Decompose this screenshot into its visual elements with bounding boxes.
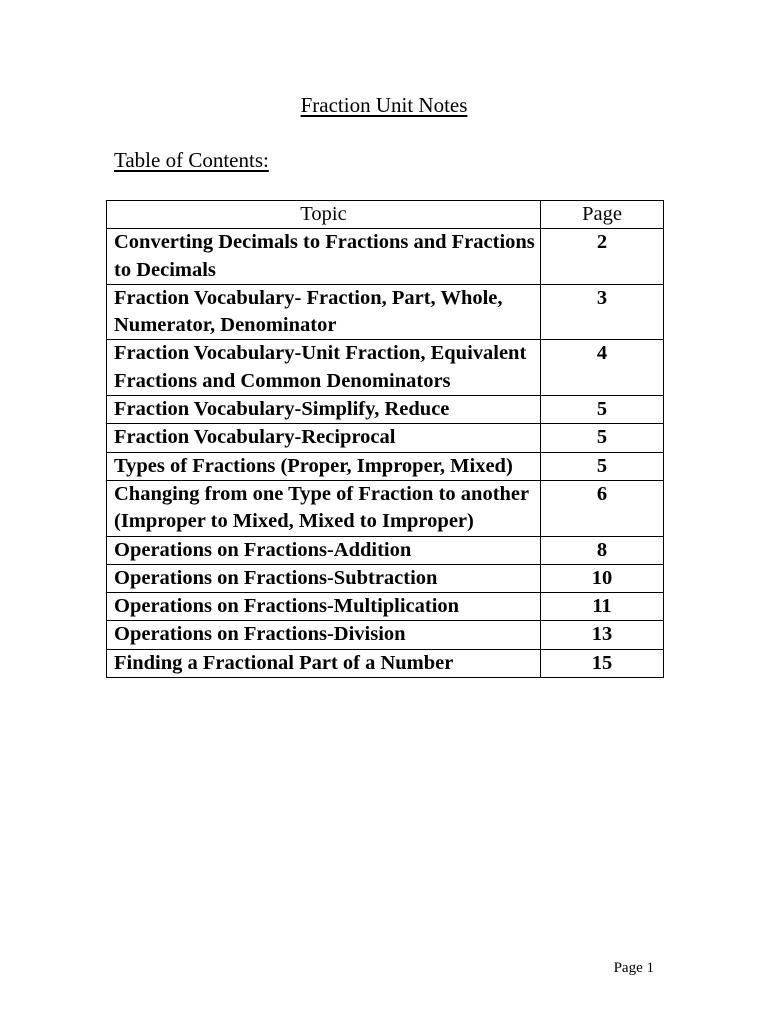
toc-heading: Table of Contents: — [114, 148, 269, 172]
table-row — [107, 452, 664, 480]
page-cell: 8 — [541, 536, 664, 564]
page-cell: 15 — [541, 649, 664, 677]
topic-cell: Fraction Vocabulary-Unit Fraction, Equivalent Fractions and Common Denominators — [107, 340, 541, 396]
table-row — [107, 284, 664, 340]
table-row — [107, 593, 664, 621]
page-number-footer: Page 1 — [613, 960, 654, 976]
page-cell: 2 — [541, 229, 664, 285]
topic-cell: Fraction Vocabulary- Fraction, Part, Whole, Numerator, Denominator — [107, 284, 541, 340]
page-cell: 4 — [541, 340, 664, 396]
topic-cell: Operations on Fractions-Multiplication — [107, 593, 541, 621]
topic-cell: Types of Fractions (Proper, Improper, Mixed) — [107, 452, 541, 480]
table-row — [107, 229, 664, 285]
page-title-text: Fraction Unit Notes — [300, 93, 468, 117]
topic-cell: Operations on Fractions-Subtraction — [107, 564, 541, 592]
table-row — [107, 621, 664, 649]
page-cell: 5 — [541, 396, 664, 424]
table-row — [107, 564, 664, 592]
toc-table — [106, 200, 664, 678]
topic-column-header: Topic — [107, 201, 541, 229]
page-cell: 13 — [541, 621, 664, 649]
page-title — [0, 91, 768, 119]
page-cell: 5 — [541, 424, 664, 452]
table-row — [107, 396, 664, 424]
table-row — [107, 649, 664, 677]
topic-cell: Fraction Vocabulary-Reciprocal — [107, 424, 541, 452]
table-row — [107, 480, 664, 536]
topic-cell: Operations on Fractions-Addition — [107, 536, 541, 564]
page-cell: 10 — [541, 564, 664, 592]
topic-cell: Fraction Vocabulary-Simplify, Reduce — [107, 396, 541, 424]
topic-cell: Operations on Fractions-Division — [107, 621, 541, 649]
page-cell: 3 — [541, 284, 664, 340]
topic-cell: Finding a Fractional Part of a Number — [107, 649, 541, 677]
table-row — [107, 340, 664, 396]
page-cell: 5 — [541, 452, 664, 480]
topic-cell: Changing from one Type of Fraction to another (Improper to Mixed, Mixed to Improper) — [107, 480, 541, 536]
page-cell: 11 — [541, 593, 664, 621]
page-cell: 6 — [541, 480, 664, 536]
page-column-header: Page — [541, 201, 664, 229]
toc-header-row — [107, 201, 664, 229]
topic-cell: Converting Decimals to Fractions and Fractions to Decimals — [107, 229, 541, 285]
table-row — [107, 424, 664, 452]
table-row — [107, 536, 664, 564]
